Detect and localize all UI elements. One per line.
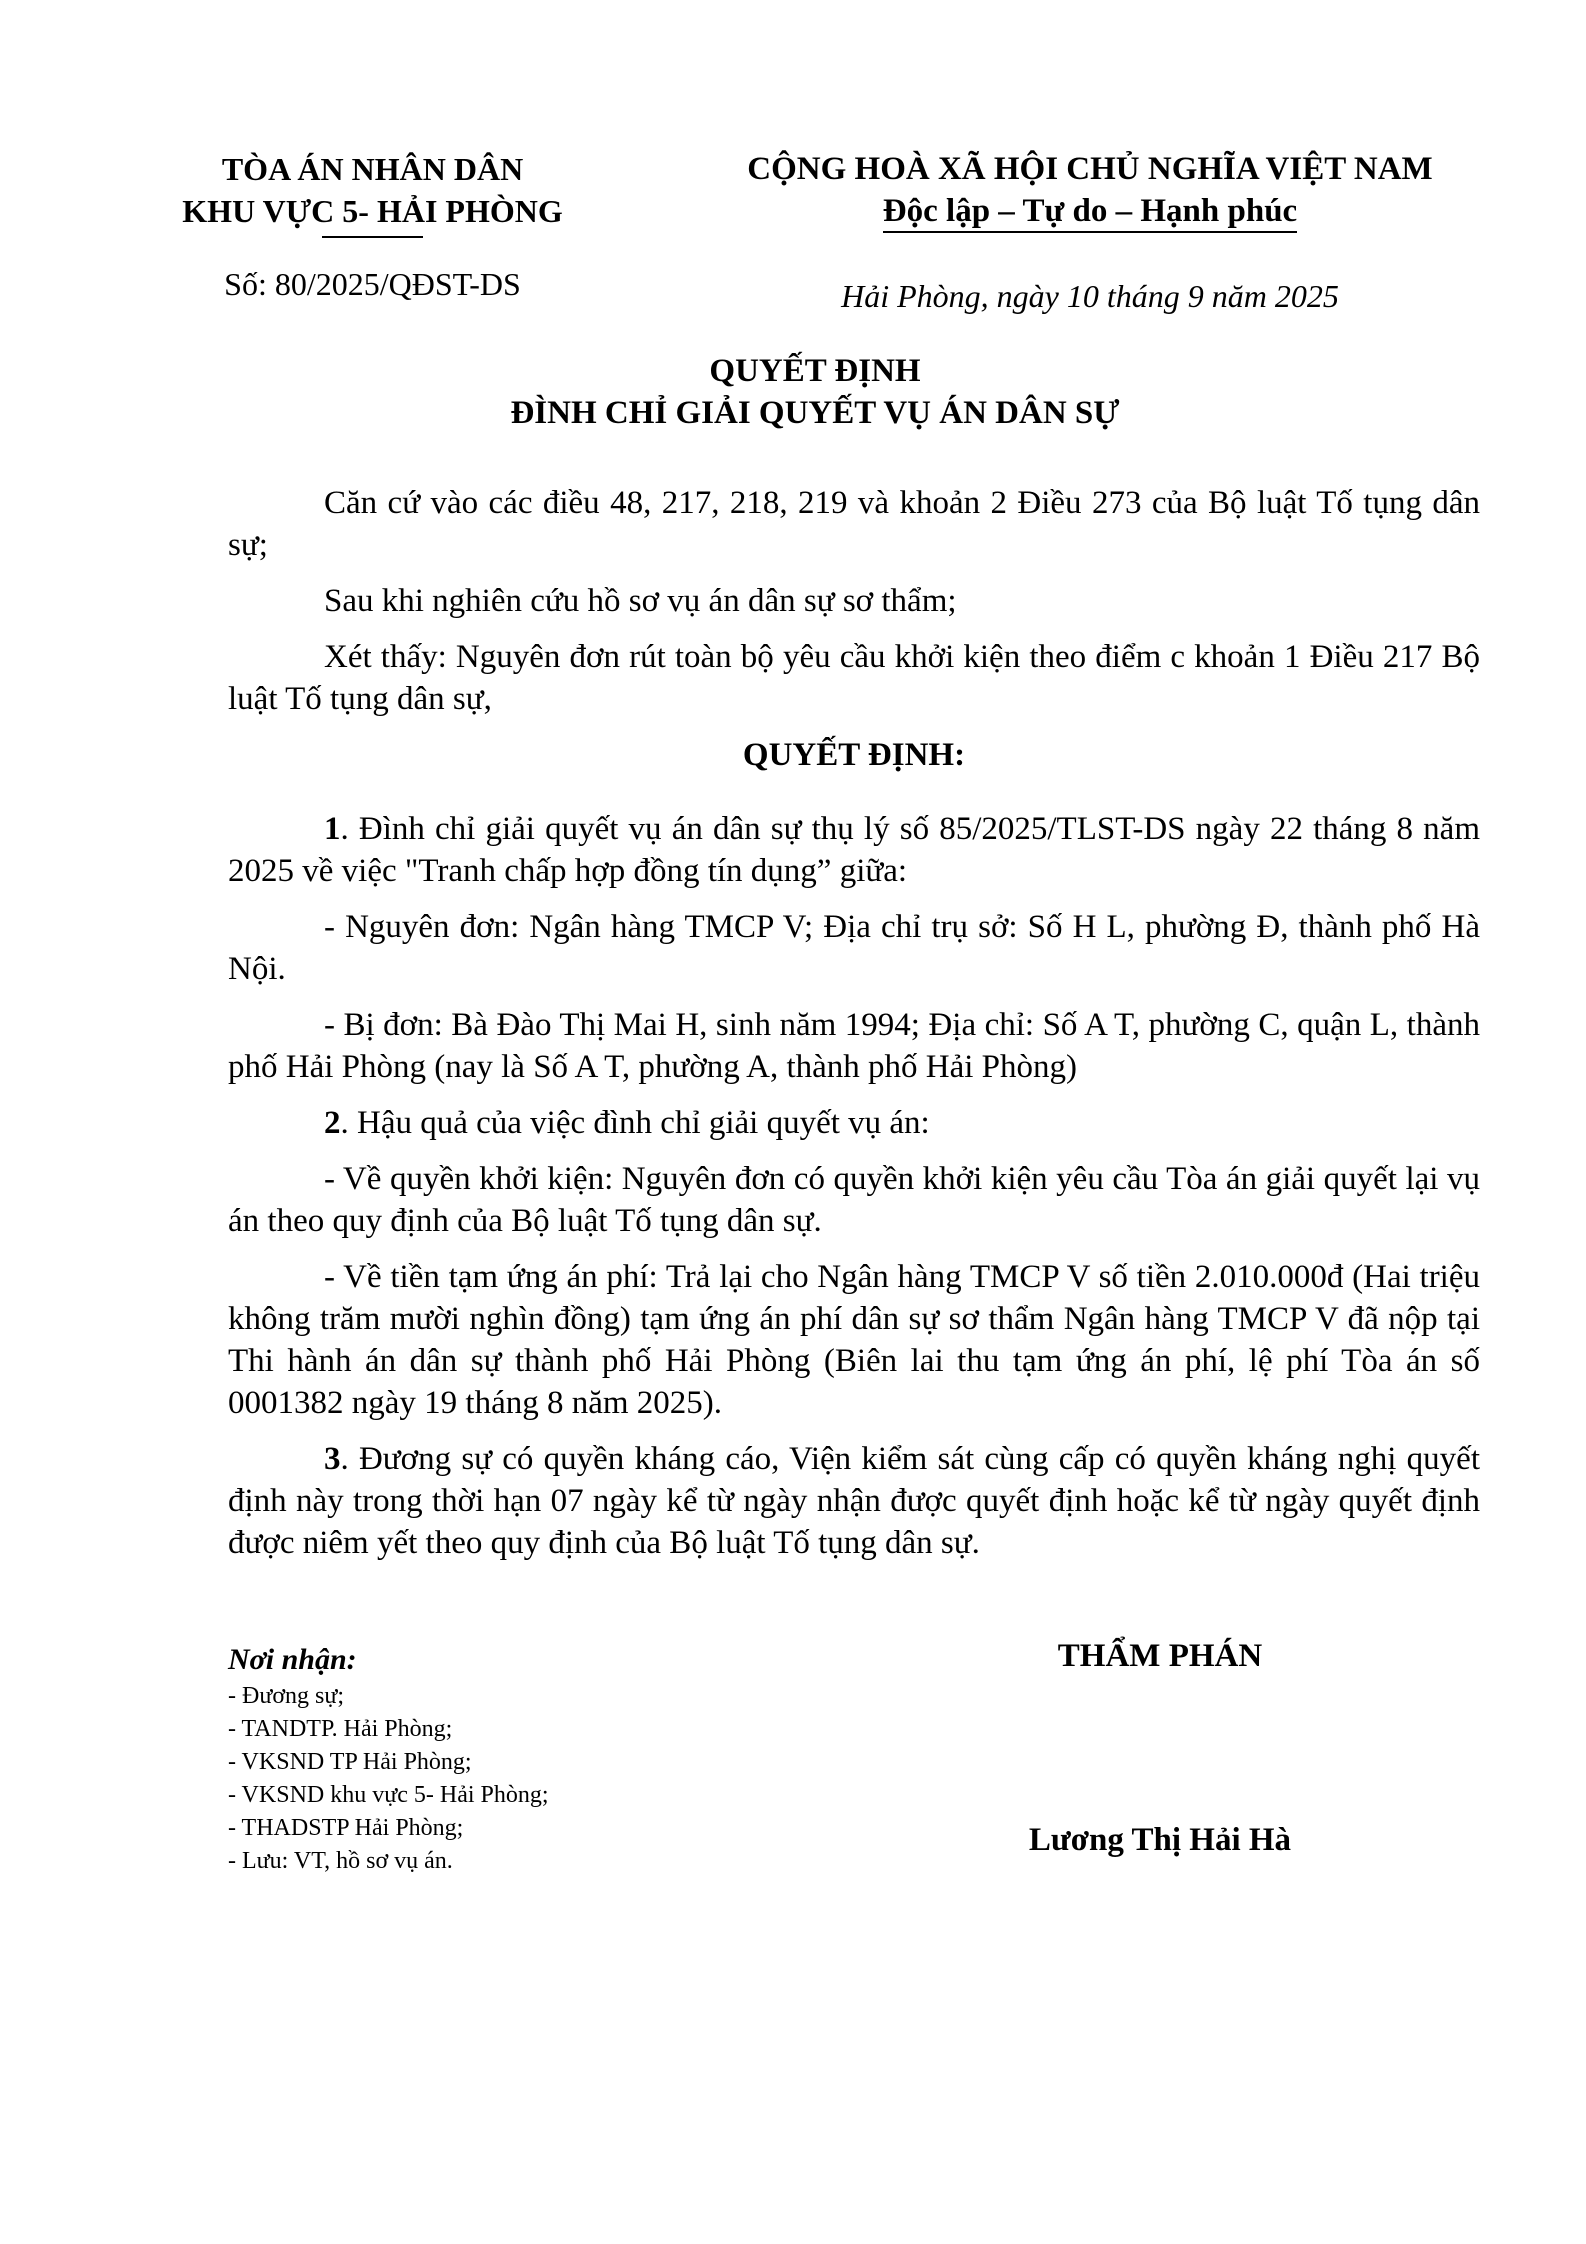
document-number: Số: 80/2025/QĐST-DS [224, 266, 521, 302]
recipient-item: - TANDTP. Hải Phòng; [228, 1716, 453, 1742]
recipient-item: - THADSTP Hải Phòng; [228, 1815, 464, 1841]
document-date: Hải Phòng, ngày 10 tháng 9 năm 2025 [841, 278, 1339, 314]
item-number: 2 [324, 1105, 341, 1141]
document-title [150, 350, 1480, 434]
recipients-block [228, 1640, 748, 1878]
recipients-heading: Nơi nhận: [228, 1643, 357, 1676]
basis-paragraph-3: Xét thấy: Nguyên đơn rút toàn bộ yêu cầu khởi kiện theo điểm c khoản 1 Điều 217 Bộ luật Tố tụng dân sự, [228, 639, 1480, 717]
recipient-item: - Đương sự; [228, 1683, 345, 1709]
item-text: . Đương sự có quyền kháng cáo, Viện kiểm sát cùng cấp có quyền kháng nghị quyết định này trong thời hạn 07 ngày kể từ ngày nhận được quyết định hoặc kể từ ngày quyết định được niêm yết theo quy định của Bộ luật Tố tụng dân sự. [228, 1441, 1480, 1561]
defendant-paragraph: - Bị đơn: Bà Đào Thị Mai H, sinh năm 1994; Địa chỉ: Số A T, phường C, quận L, thành phố Hải Phòng (nay là Số A T, phường A, thành phố Hải Phòng) [228, 1007, 1480, 1085]
consequence-paragraph-2: - Về tiền tạm ứng án phí: Trả lại cho Ngân hàng TMCP V số tiền 2.010.000đ (Hai triệu không trăm mười nghìn đồng) tạm ứng án phí dân sự sơ thẩm Ngân hàng TMCP V đã nộp tại Thi hành án dân sự thành phố Hải Phòng (Biên lai thu tạm ứng án phí, lệ phí Tòa án số 0001382 ngày 19 tháng 8 năm 2025). [228, 1259, 1480, 1421]
national-header [700, 148, 1480, 233]
decision-item-3 [228, 1438, 1480, 1564]
signer-name: Lương Thị Hải Hà [1028, 1822, 1292, 1858]
recipient-item: - VKSND TP Hải Phòng; [228, 1749, 472, 1775]
title-line-2: ĐÌNH CHỈ GIẢI QUYẾT VỤ ÁN DÂN SỰ [510, 395, 1120, 431]
national-motto: Độc lập – Tự do – Hạnh phúc [883, 191, 1297, 233]
title-line-1: QUYẾT ĐỊNH [709, 353, 921, 389]
court-header [150, 148, 595, 232]
decision-item-2 [228, 1102, 1480, 1144]
item-number: 3 [324, 1441, 341, 1477]
recipient-item: - VKSND khu vực 5- Hải Phòng; [228, 1782, 549, 1808]
signer-title: THẨM PHÁN [1057, 1638, 1263, 1674]
court-region: KHU VỰC 5- HẢI PHÒNG [182, 190, 562, 232]
basis-paragraph-1: Căn cứ vào các điều 48, 217, 218, 219 và khoản 2 Điều 273 của Bộ luật Tố tụng dân sự; [228, 485, 1480, 563]
item-number: 1 [324, 811, 341, 847]
basis-paragraph-2: Sau khi nghiên cứu hồ sơ vụ án dân sự sơ thẩm; [324, 583, 957, 619]
decision-heading: QUYẾT ĐỊNH: [742, 737, 966, 773]
recipient-item: - Lưu: VT, hồ sơ vụ án. [228, 1848, 453, 1874]
national-title: CỘNG HOÀ XÃ HỘI CHỦ NGHĨA VIỆT NAM [747, 151, 1433, 187]
plaintiff-paragraph: - Nguyên đơn: Ngân hàng TMCP V; Địa chỉ trụ sở: Số H L, phường Đ, thành phố Hà Nội. [228, 909, 1480, 987]
item-text: . Đình chỉ giải quyết vụ án dân sự thụ lý số 85/2025/TLST-DS ngày 22 tháng 8 năm 2025 về việc "Tranh chấp hợp đồng tín dụng” giữa: [228, 811, 1480, 889]
document-body [228, 482, 1480, 1578]
decision-item-1 [228, 808, 1480, 892]
item-text: . Hậu quả của việc đình chỉ giải quyết vụ án: [340, 1105, 930, 1141]
court-name: TÒA ÁN NHÂN DÂN [221, 151, 524, 187]
consequence-paragraph-1: - Về quyền khởi kiện: Nguyên đơn có quyền khởi kiện yêu cầu Tòa án giải quyết lại vụ án theo quy định của Bộ luật Tố tụng dân sự. [228, 1161, 1480, 1239]
